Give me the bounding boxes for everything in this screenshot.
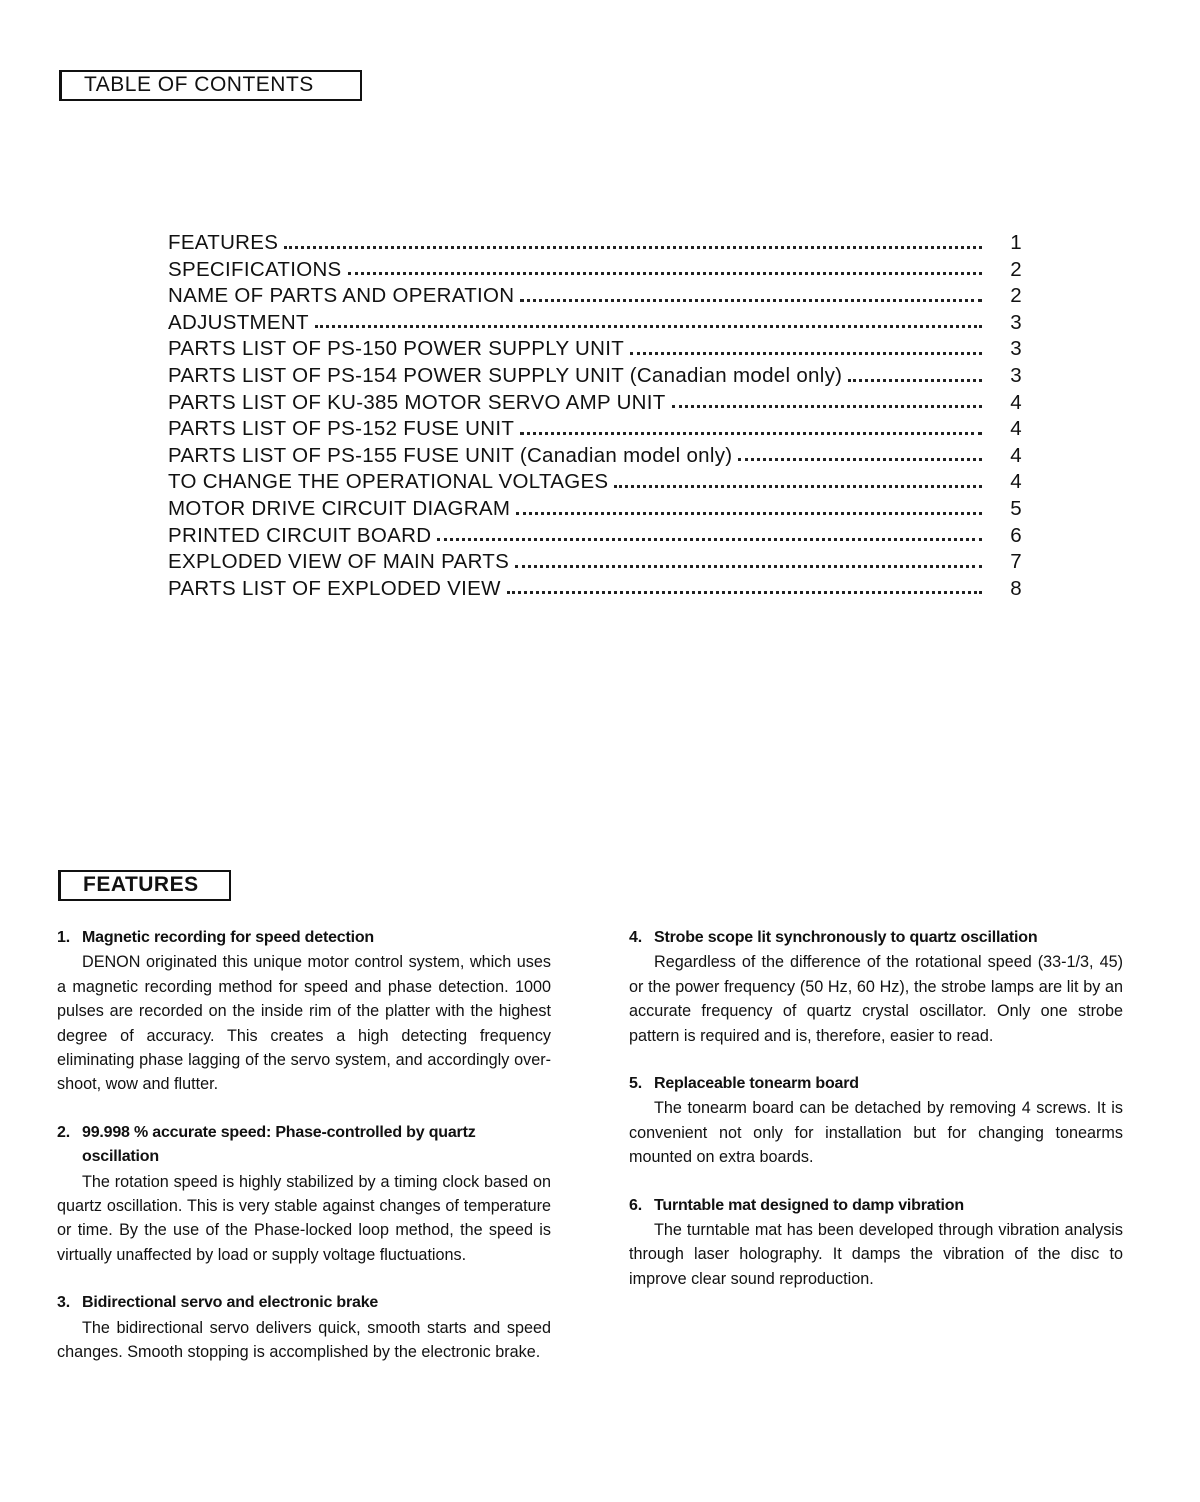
toc-entry-title: PARTS LIST OF EXPLODED VIEW <box>168 576 501 600</box>
toc-dot-leader <box>437 538 982 541</box>
feature-number: 4. <box>629 929 642 946</box>
toc-entry-page: 4 <box>1010 470 1022 494</box>
feature-body: The turntable mat has been developed through vibration analysis through laser holography. It damps the vibration of the disc to improve clear sound reproduction. <box>629 1221 1123 1288</box>
toc-entry-page: 5 <box>1010 496 1022 520</box>
feature-body: The tonearm board can be detached by removing 4 screws. It is convenient not only for installation but for changing tonearms mounted on extra boards. <box>629 1099 1123 1167</box>
features-left-column <box>57 926 551 1389</box>
feature-item <box>57 1121 551 1267</box>
toc-entry-title: PARTS LIST OF PS-154 POWER SUPPLY UNIT (Canadian model only) <box>168 363 843 387</box>
toc-entry-page: 8 <box>1010 576 1022 600</box>
toc-entry <box>168 524 1022 551</box>
toc-entry-title: TO CHANGE THE OPERATIONAL VOLTAGES <box>168 470 609 494</box>
toc-dot-leader <box>738 458 982 461</box>
toc-dot-leader <box>507 591 982 594</box>
toc-entry <box>168 231 1022 258</box>
feature-title-text: Turntable mat designed to damp vibration <box>654 1196 964 1214</box>
toc-entry <box>168 417 1022 444</box>
toc-entry <box>168 444 1022 471</box>
toc-entry <box>168 364 1022 391</box>
toc-entry-page: 4 <box>1010 390 1022 414</box>
features-heading: FEATURES <box>58 870 231 901</box>
feature-title-text: Replaceable tonearm board <box>654 1075 859 1093</box>
toc-entry-page: 2 <box>1010 284 1022 308</box>
feature-number: 2. <box>57 1123 70 1141</box>
toc-entry <box>168 391 1022 418</box>
toc-entry-page: 7 <box>1010 550 1022 574</box>
feature-number: 3. <box>57 1294 70 1312</box>
feature-body: Regardless of the difference of the rotational speed (33-1/3, 45) or the power frequency (50 Hz, 60 Hz), the strobe lamps are lit by an accurate frequency of quartz crystal oscillator. Only one strobe pattern is required and is, therefore, easier to read. <box>629 953 1123 1045</box>
feature-body: The bidirectional servo delivers quick, smooth starts and speed changes. Smooth stopping is accomplished by the electronic brake. <box>57 1318 551 1362</box>
toc-entry-title: EXPLODED VIEW OF MAIN PARTS <box>168 550 510 574</box>
toc-dot-leader <box>520 299 982 302</box>
feature-title-text: Magnetic recording for speed detection <box>82 929 375 946</box>
toc-entry-title: PARTS LIST OF PS-155 FUSE UNIT (Canadian model only) <box>168 443 733 467</box>
toc-dot-leader <box>315 325 982 328</box>
toc-dot-leader <box>348 272 982 275</box>
toc-entry-title: NAME OF PARTS AND OPERATION <box>168 284 515 308</box>
toc-dot-leader <box>284 246 982 249</box>
feature-item <box>629 1194 1123 1292</box>
feature-body: The rotation speed is highly stabilized by a timing clock based on quartz oscillation. This is very stable against changes of temperature or time. By the use of the Phase-locked loop method, the speed is virtually unaffected by load or supply voltage fluctuations. <box>57 1172 551 1264</box>
toc-entry-page: 3 <box>1010 363 1022 387</box>
feature-title <box>57 1291 551 1315</box>
feature-body: DENON originated this unique motor control system, which uses a magnetic recording method for speed and phase detection. 1000 pulses are recorded on the inside rim of the platter with the highest degree of accuracy. This creates a high detecting frequency eliminating phase lagging of the servo system, and accordingly over-shoot, wow and flutter. <box>57 953 551 1094</box>
toc-entry <box>168 470 1022 497</box>
feature-title-text: Strobe scope lit synchronously to quartz oscillation <box>654 929 1038 946</box>
toc-heading: TABLE OF CONTENTS <box>59 70 362 101</box>
toc-entry <box>168 337 1022 364</box>
feature-number: 1. <box>57 929 70 946</box>
toc-entry-page: 1 <box>1010 231 1022 254</box>
toc-entry-title: ADJUSTMENT <box>168 310 309 334</box>
toc-dot-leader <box>515 565 982 568</box>
toc-entry-title: SPECIFICATIONS <box>168 257 342 281</box>
toc-entry-title: MOTOR DRIVE CIRCUIT DIAGRAM <box>168 496 511 520</box>
feature-number: 5. <box>629 1075 642 1093</box>
toc-entry-page: 2 <box>1010 257 1022 281</box>
toc-entry <box>168 497 1022 524</box>
toc-entry <box>168 258 1022 285</box>
toc-dot-leader <box>520 432 982 435</box>
toc-dot-leader <box>630 352 982 355</box>
feature-item <box>629 1072 1123 1170</box>
feature-title-text: 99.998 % accurate speed: Phase-controlled by quartz oscillation <box>82 1123 476 1166</box>
feature-number: 6. <box>629 1196 642 1214</box>
toc-entry <box>168 577 1022 604</box>
toc-entry-title: PARTS LIST OF PS-152 FUSE UNIT <box>168 417 515 441</box>
feature-title <box>57 926 551 950</box>
toc-entry <box>168 311 1022 338</box>
toc-entry <box>168 550 1022 577</box>
toc-entry-page: 4 <box>1010 443 1022 467</box>
feature-title <box>57 1121 551 1170</box>
toc-entry-page: 3 <box>1010 310 1022 334</box>
feature-title <box>629 926 1123 950</box>
toc-entry-page: 4 <box>1010 417 1022 441</box>
feature-title <box>629 1194 1123 1218</box>
feature-item <box>629 926 1123 1048</box>
feature-title <box>629 1072 1123 1096</box>
toc-list <box>168 231 1022 603</box>
toc-entry-title: FEATURES <box>168 231 279 254</box>
toc-entry-title: PARTS LIST OF KU-385 MOTOR SERVO AMP UNIT <box>168 390 666 414</box>
toc-dot-leader <box>614 485 982 488</box>
toc-entry-page: 6 <box>1010 523 1022 547</box>
toc-entry-title: PRINTED CIRCUIT BOARD <box>168 523 432 547</box>
feature-title-text: Bidirectional servo and electronic brake <box>82 1294 379 1312</box>
feature-item <box>57 1291 551 1364</box>
toc-dot-leader <box>848 379 982 382</box>
toc-dot-leader <box>516 512 982 515</box>
features-right-column <box>629 926 1123 1315</box>
toc-entry <box>168 284 1022 311</box>
toc-entry-title: PARTS LIST OF PS-150 POWER SUPPLY UNIT <box>168 337 625 361</box>
toc-entry-page: 3 <box>1010 337 1022 361</box>
feature-item <box>57 926 551 1097</box>
toc-dot-leader <box>672 405 982 408</box>
